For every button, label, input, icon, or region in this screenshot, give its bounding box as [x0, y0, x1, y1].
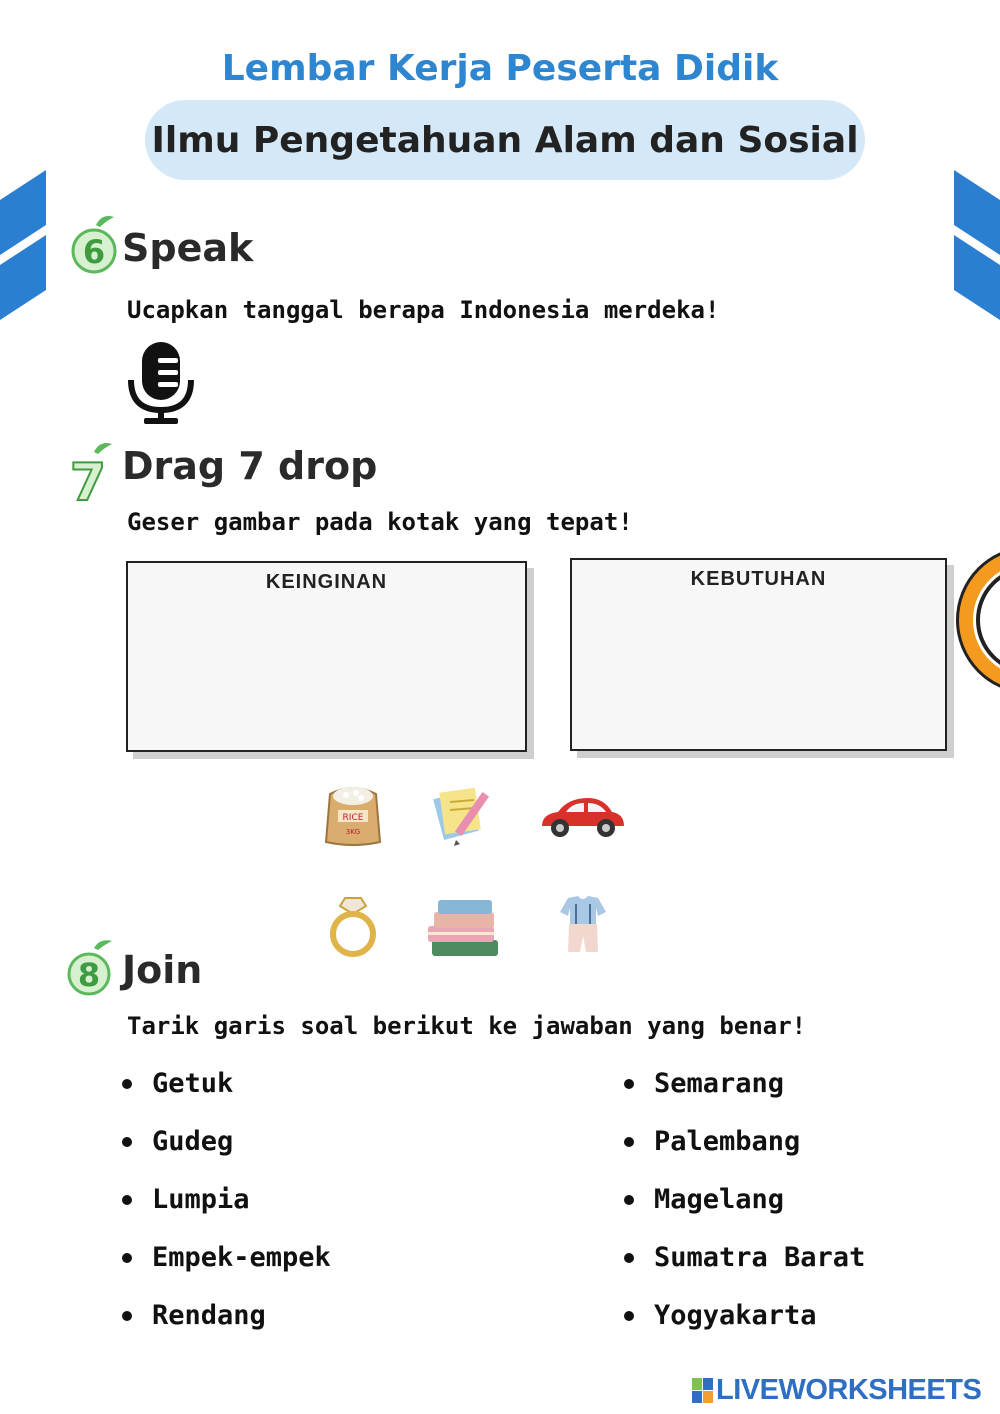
section-8-instruction: Tarik garis soal berikut ke jawaban yang benar!	[127, 1012, 807, 1040]
join-left-item[interactable]	[122, 1242, 331, 1273]
section-6-number-icon	[70, 213, 118, 277]
liveworksheets-grid-icon	[692, 1378, 714, 1404]
gold-ring-icon[interactable]	[326, 894, 380, 958]
microphone-icon[interactable]	[126, 340, 196, 425]
section-7-number: 7	[69, 453, 107, 506]
section-7-number-icon	[64, 440, 116, 506]
svg-text:RICE: RICE	[342, 813, 364, 823]
svg-text:3KG: 3KG	[345, 828, 361, 836]
join-left-item[interactable]	[122, 1184, 250, 1215]
bullet-icon	[624, 1137, 634, 1147]
bullet-icon	[624, 1195, 634, 1205]
join-left-label: Lumpia	[152, 1184, 250, 1215]
subject-pill: Ilmu Pengetahuan Alam dan Sosial	[145, 100, 865, 180]
section-6-instruction: Ucapkan tanggal berapa Indonesia merdeka!	[127, 296, 720, 324]
bullet-icon	[122, 1137, 132, 1147]
left-chevron-decoration	[0, 165, 48, 325]
join-left-item[interactable]	[122, 1068, 233, 1099]
bullet-icon	[122, 1079, 132, 1089]
join-right-label: Yogyakarta	[654, 1300, 817, 1331]
bullet-icon	[624, 1079, 634, 1089]
liveworksheets-text: LIVEWORKSHEETS	[716, 1374, 982, 1406]
drop-zone-keinginan-label: KEINGINAN	[265, 571, 388, 593]
join-left-item[interactable]	[122, 1126, 233, 1157]
section-6-title: Speak	[122, 226, 254, 270]
liveworksheets-logo[interactable]	[692, 1374, 981, 1407]
section-8-title: Join	[122, 948, 203, 992]
bullet-icon	[122, 1253, 132, 1263]
red-car-icon[interactable]	[536, 794, 628, 840]
drop-zone-keinginan[interactable]	[126, 561, 527, 752]
bullet-icon	[624, 1311, 634, 1321]
join-left-label: Rendang	[152, 1300, 266, 1331]
right-chevron-decoration	[952, 165, 1000, 325]
join-left-label: Empek-empek	[152, 1242, 331, 1273]
kids-outfit-icon[interactable]	[558, 894, 608, 958]
join-right-label: Magelang	[654, 1184, 785, 1215]
join-right-label: Palembang	[654, 1126, 801, 1157]
join-right-item[interactable]	[624, 1300, 817, 1331]
section-7-instruction: Geser gambar pada kotak yang tepat!	[127, 508, 633, 536]
bullet-icon	[624, 1253, 634, 1263]
join-right-item[interactable]	[624, 1126, 800, 1157]
notebook-pencil-icon[interactable]	[432, 780, 498, 848]
join-right-item[interactable]	[624, 1242, 865, 1273]
section-8-number: 8	[77, 956, 101, 994]
rice-sack-icon[interactable]	[322, 780, 384, 848]
drop-zone-kebutuhan[interactable]	[570, 558, 947, 751]
books-stack-icon[interactable]	[424, 896, 504, 960]
drop-zone-kebutuhan-label: KEBUTUHAN	[690, 568, 827, 590]
join-right-label: Semarang	[654, 1068, 785, 1099]
section-8-number-icon	[66, 938, 116, 1000]
join-left-label: Gudeg	[152, 1126, 234, 1157]
section-6-number: 6	[82, 233, 106, 271]
join-right-item[interactable]	[624, 1184, 784, 1215]
join-right-item[interactable]	[624, 1068, 784, 1099]
join-left-item[interactable]	[122, 1300, 266, 1331]
bullet-icon	[122, 1311, 132, 1321]
section-7-title: Drag 7 drop	[122, 444, 378, 488]
orange-ring-decoration	[952, 540, 1000, 700]
join-right-label: Sumatra Barat	[654, 1242, 866, 1273]
worksheet-title: Lembar Kerja Peserta Didik	[221, 48, 779, 89]
join-left-label: Getuk	[152, 1068, 234, 1099]
bullet-icon	[122, 1195, 132, 1205]
